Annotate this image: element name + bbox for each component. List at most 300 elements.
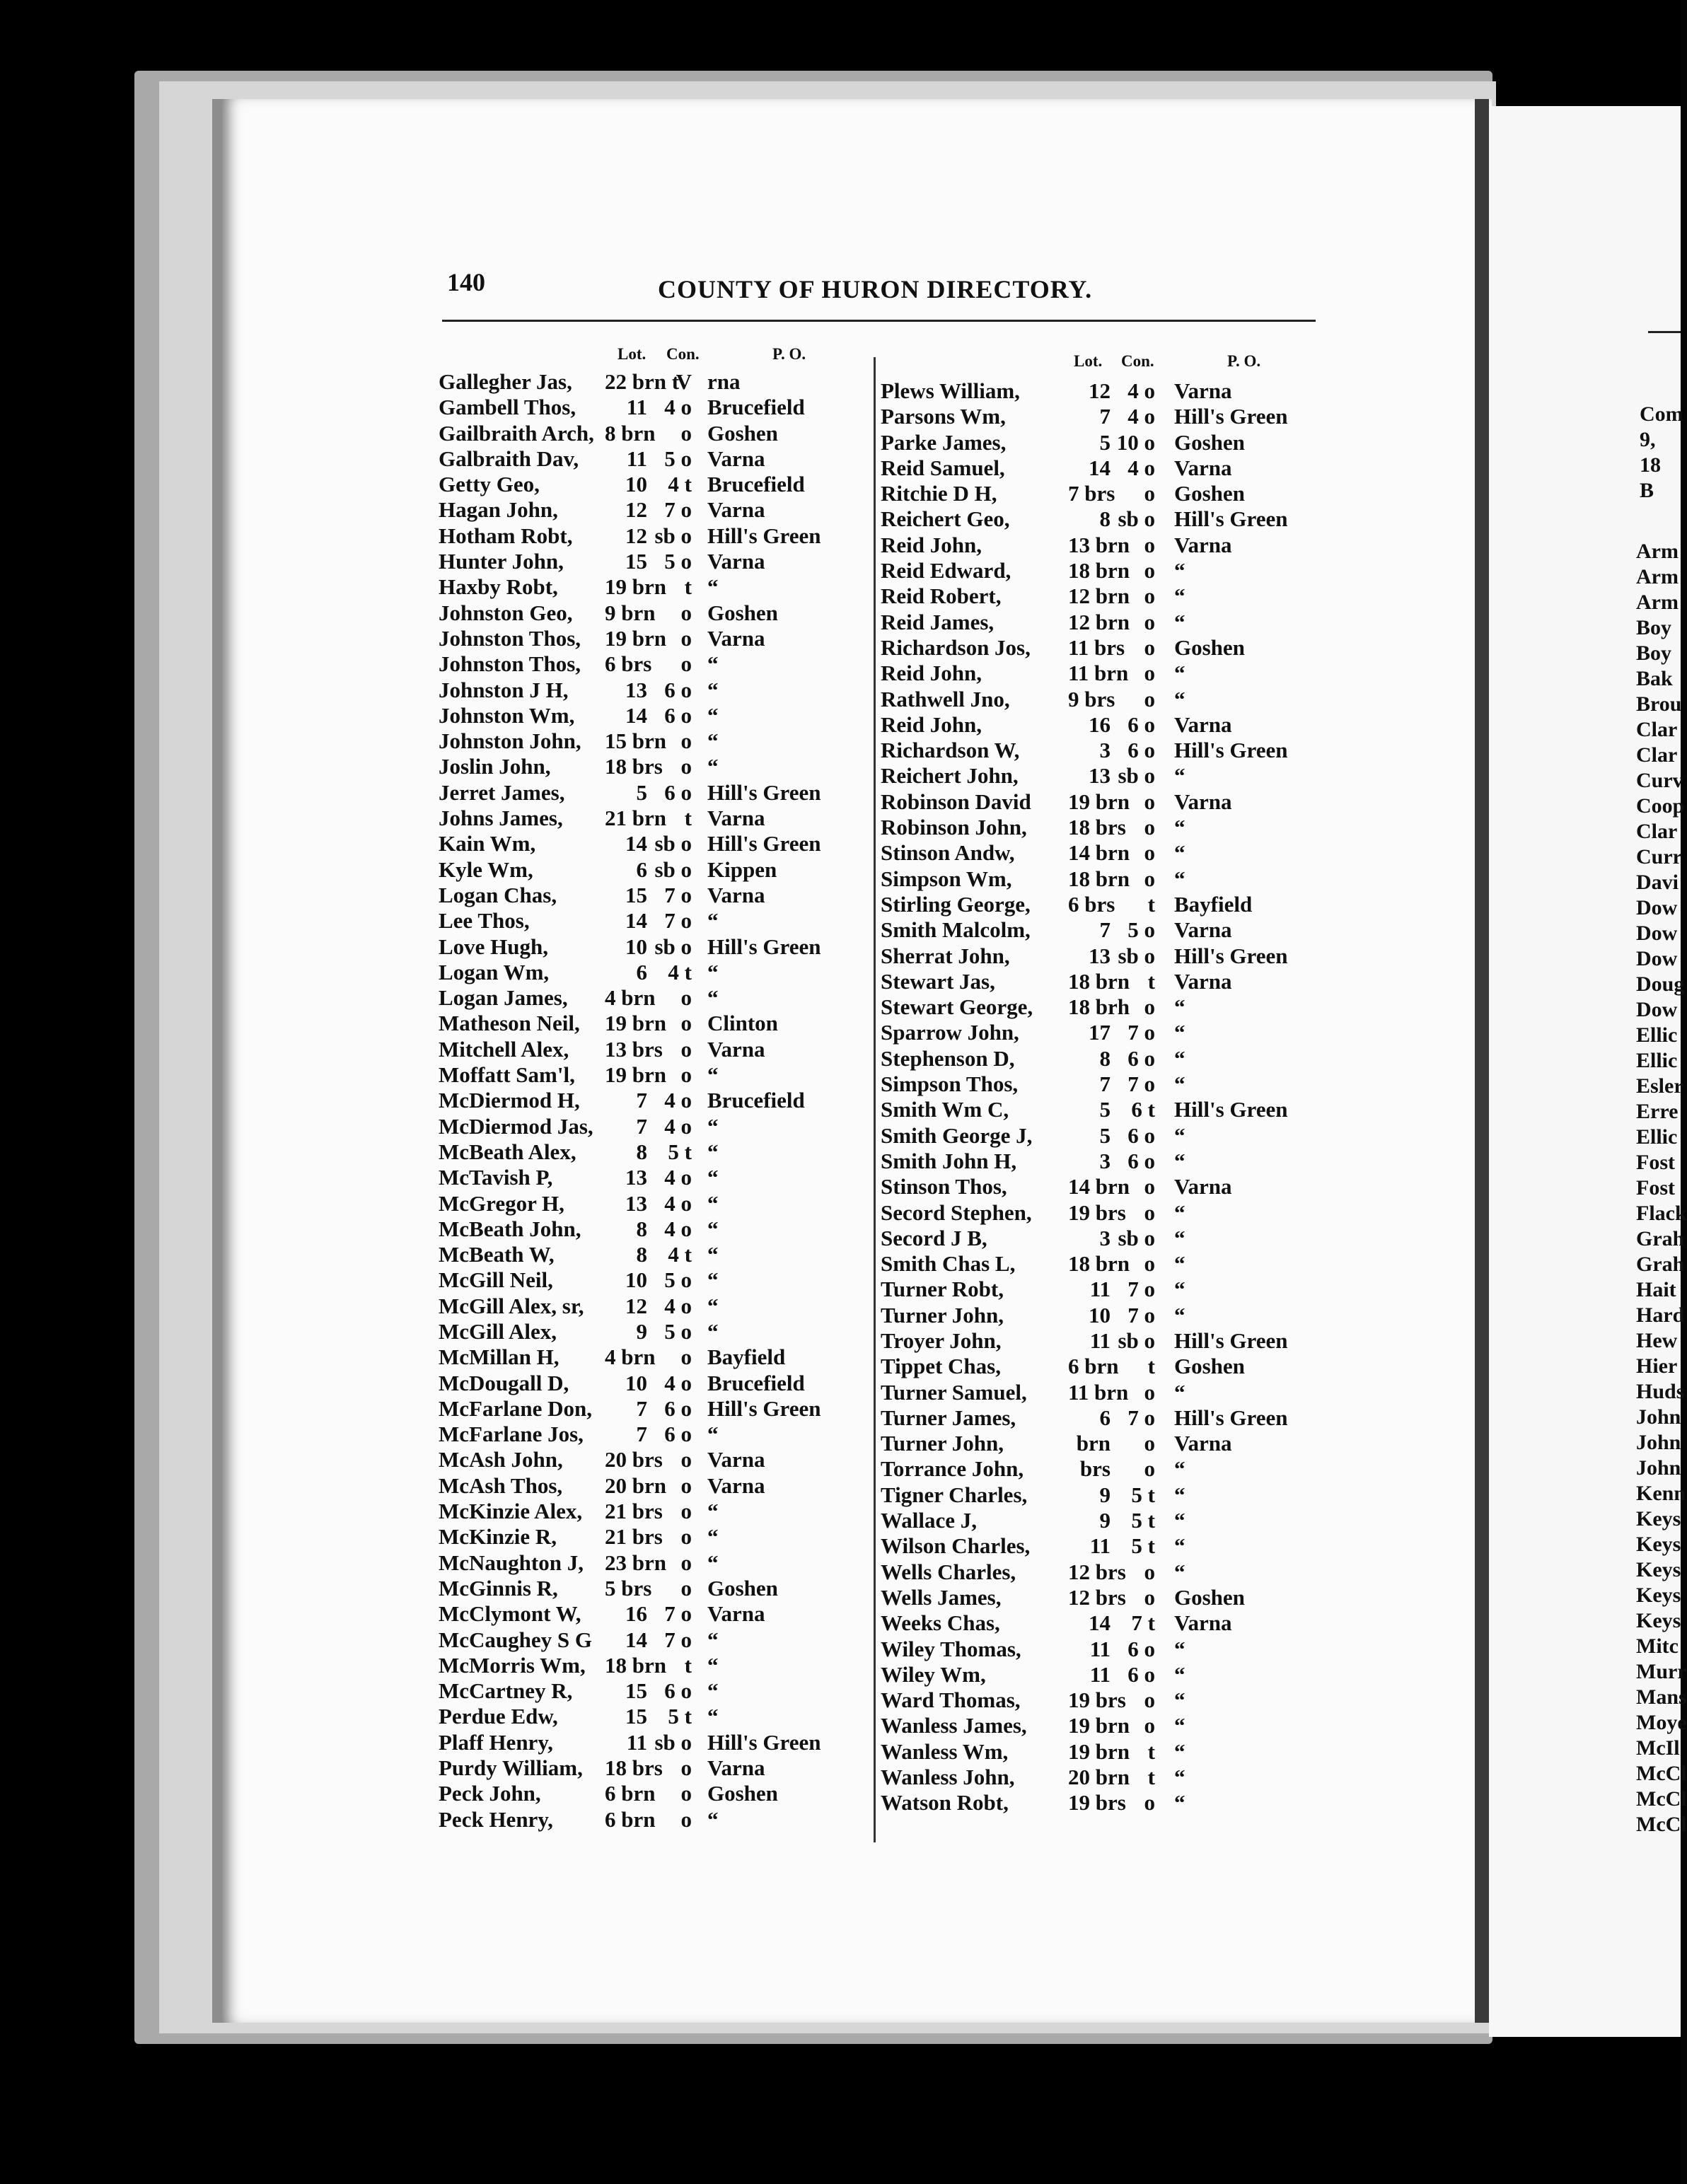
entry-lot: 7 brs bbox=[1068, 481, 1115, 506]
entry-lot: 10 bbox=[625, 934, 647, 959]
entry-lot: 14 bbox=[1089, 455, 1111, 480]
directory-entry bbox=[881, 1328, 1333, 1354]
entry-lot: 3 bbox=[1099, 1148, 1111, 1173]
directory-entry bbox=[881, 994, 1333, 1020]
entry-lot: 21 brs bbox=[605, 1499, 663, 1524]
entry-post-office: “ bbox=[1174, 1200, 1185, 1225]
entry-post-office: “ bbox=[1174, 1559, 1185, 1584]
entry-lot: 8 brn bbox=[605, 420, 656, 446]
entry-con: 6 o bbox=[664, 1422, 692, 1447]
entry-lot: 13 bbox=[1089, 943, 1111, 968]
directory-entry bbox=[439, 908, 863, 934]
entry-name: Stinson Andw, bbox=[881, 840, 1015, 866]
directory-entry bbox=[439, 883, 863, 908]
right-con-header: Con. bbox=[1121, 352, 1154, 370]
facing-page-entry: Grah bbox=[1636, 1227, 1685, 1250]
entry-post-office: “ bbox=[707, 1652, 719, 1678]
entry-post-office: Hill's Green bbox=[1174, 1097, 1288, 1122]
entry-lot: 6 brn bbox=[605, 1781, 656, 1806]
facing-page-entry: Doug bbox=[1636, 972, 1685, 996]
entry-post-office: “ bbox=[1174, 1020, 1185, 1045]
directory-entry bbox=[439, 1755, 863, 1781]
entry-name: Getty Geo, bbox=[439, 472, 540, 497]
directory-entry bbox=[439, 1216, 863, 1242]
entry-post-office: “ bbox=[707, 908, 719, 934]
entry-name: Parsons Wm, bbox=[881, 404, 1006, 429]
entry-lot: 9 brn bbox=[605, 600, 656, 625]
directory-entry bbox=[439, 1678, 863, 1704]
directory-entry bbox=[439, 1319, 863, 1344]
entry-lot: 6 bbox=[636, 959, 647, 984]
facing-page-entry: Boy bbox=[1636, 641, 1672, 665]
directory-entry bbox=[439, 806, 863, 831]
entry-con: o bbox=[1144, 1713, 1155, 1738]
entry-con: 6 o bbox=[664, 702, 692, 728]
facing-page-entry: Arm bbox=[1636, 540, 1679, 563]
entry-name: Reichert Geo, bbox=[881, 506, 1010, 532]
entry-lot: 19 brn bbox=[605, 1011, 666, 1036]
entry-lot: 13 bbox=[625, 1165, 647, 1190]
directory-entry bbox=[881, 635, 1333, 661]
entry-con: o bbox=[680, 1344, 692, 1370]
entry-lot: 3 bbox=[1099, 738, 1111, 763]
entry-lot: 18 brn bbox=[1068, 968, 1130, 994]
entry-name: Logan Chas, bbox=[439, 882, 557, 907]
entry-con: o bbox=[680, 1473, 692, 1498]
entry-lot: 7 bbox=[636, 1422, 647, 1447]
entry-name: McMorris Wm, bbox=[439, 1652, 586, 1678]
directory-entry bbox=[881, 1149, 1333, 1174]
entry-lot: 15 bbox=[625, 1678, 647, 1704]
entry-con: o bbox=[1144, 583, 1155, 609]
directory-entry bbox=[439, 1037, 863, 1062]
right-po-header: P. O. bbox=[1227, 352, 1261, 370]
entry-name: Perdue Edw, bbox=[439, 1704, 558, 1729]
entry-post-office: Varna bbox=[707, 497, 765, 523]
entry-lot: 10 bbox=[625, 1267, 647, 1293]
entry-name: Wilson Charles, bbox=[881, 1533, 1031, 1559]
entry-post-office: “ bbox=[1174, 609, 1185, 634]
entry-con: 4 t bbox=[668, 959, 692, 984]
entry-lot: 14 brn bbox=[1068, 1174, 1130, 1200]
entry-con: sb o bbox=[1118, 763, 1155, 789]
entry-name: Secord J B, bbox=[881, 1225, 987, 1250]
directory-entry bbox=[439, 549, 863, 574]
entry-con: 6 o bbox=[1127, 1636, 1155, 1661]
entry-post-office: “ bbox=[707, 728, 719, 754]
entry-con: o bbox=[680, 1011, 692, 1036]
entry-name: McAsh Thos, bbox=[439, 1473, 563, 1498]
entry-name: Reid John, bbox=[881, 661, 982, 686]
entry-con: 4 o bbox=[664, 1293, 692, 1318]
entry-post-office: “ bbox=[1174, 763, 1185, 789]
entry-lot: 5 bbox=[1099, 1097, 1111, 1122]
facing-page-entry: Kenn bbox=[1636, 1482, 1686, 1505]
entry-name: Joslin John, bbox=[439, 754, 551, 779]
entry-lot: 16 bbox=[1089, 711, 1111, 737]
entry-post-office: Varna bbox=[1174, 378, 1232, 403]
entry-name: Peck John, bbox=[439, 1781, 541, 1806]
entry-post-office: Goshen bbox=[707, 600, 778, 625]
entry-lot: 15 brn bbox=[605, 728, 666, 754]
entry-post-office: Bayfield bbox=[707, 1344, 786, 1370]
directory-entry bbox=[881, 866, 1333, 892]
entry-name: McFarlane Jos, bbox=[439, 1422, 584, 1447]
entry-post-office: “ bbox=[707, 1678, 719, 1704]
entry-con: 6 o bbox=[1127, 1661, 1155, 1687]
entry-lot: 12 brs bbox=[1068, 1559, 1126, 1584]
directory-entry bbox=[439, 523, 863, 549]
facing-page-entry: Ellic bbox=[1636, 1023, 1678, 1047]
entry-post-office: Hill's Green bbox=[707, 779, 821, 805]
entry-con: sb o bbox=[654, 1729, 692, 1755]
entry-post-office: Varna bbox=[1174, 1431, 1232, 1456]
facing-page-name-list bbox=[1636, 539, 1687, 1837]
entry-con: 4 o bbox=[664, 1113, 692, 1139]
entry-name: Wiley Wm, bbox=[881, 1661, 986, 1687]
directory-entry bbox=[439, 857, 863, 883]
entry-post-office: “ bbox=[1174, 840, 1185, 866]
directory-entry bbox=[881, 712, 1333, 738]
directory-entry bbox=[881, 1071, 1333, 1097]
entry-post-office: Hill's Green bbox=[1174, 943, 1288, 968]
entry-post-office: “ bbox=[1174, 1713, 1185, 1738]
entry-lot: 14 bbox=[625, 831, 647, 856]
entry-post-office: Goshen bbox=[1174, 634, 1245, 660]
directory-entry bbox=[439, 1499, 863, 1524]
entry-post-office: Hill's Green bbox=[707, 831, 821, 856]
entry-name: Simpson Wm, bbox=[881, 866, 1012, 891]
entry-lot: brs bbox=[1079, 1456, 1111, 1482]
entry-name: Troyer John, bbox=[881, 1328, 1002, 1353]
entry-lot: 5 bbox=[1099, 1122, 1111, 1148]
facing-page-header-text bbox=[1640, 402, 1681, 504]
entry-con: 7 o bbox=[664, 882, 692, 907]
entry-con: o bbox=[680, 1062, 692, 1088]
entry-post-office: “ bbox=[707, 985, 719, 1011]
entry-con: sb o bbox=[1118, 1328, 1155, 1353]
entry-con: 6 o bbox=[664, 1395, 692, 1421]
entry-post-office: Varna bbox=[707, 806, 765, 831]
entry-con: 7 o bbox=[1127, 1020, 1155, 1045]
directory-entry bbox=[881, 1688, 1333, 1713]
directory-entry bbox=[439, 1371, 863, 1396]
entry-post-office: “ bbox=[707, 754, 719, 779]
entry-name: Reid John, bbox=[881, 711, 982, 737]
entry-post-office: “ bbox=[1174, 1738, 1185, 1764]
left-con-header: Con. bbox=[666, 345, 700, 363]
directory-entry bbox=[881, 1020, 1333, 1045]
directory-entry bbox=[881, 558, 1333, 583]
directory-entry bbox=[439, 960, 863, 985]
facing-page-header-line: 9, bbox=[1640, 428, 1656, 451]
directory-entry bbox=[439, 1576, 863, 1601]
entry-con: 4 o bbox=[664, 1216, 692, 1241]
facing-page-entry: Ellic bbox=[1636, 1049, 1678, 1072]
entry-post-office: “ bbox=[1174, 1688, 1185, 1713]
entry-name: Johnston Wm, bbox=[439, 702, 575, 728]
entry-name: McBeath W, bbox=[439, 1242, 555, 1267]
entry-con: 7 o bbox=[664, 1601, 692, 1627]
left-entry-list bbox=[439, 369, 863, 1832]
entry-con: o bbox=[680, 1447, 692, 1473]
entry-name: Mitchell Alex, bbox=[439, 1036, 569, 1062]
entry-post-office: Varna bbox=[707, 549, 765, 574]
entry-con: o bbox=[1144, 789, 1155, 814]
entry-post-office: “ bbox=[1174, 1045, 1185, 1071]
entry-post-office: “ bbox=[1174, 1508, 1185, 1533]
entry-lot: 14 bbox=[1089, 1610, 1111, 1636]
entry-name: Turner Robt, bbox=[881, 1277, 1004, 1302]
facing-page-entry: John bbox=[1636, 1405, 1681, 1429]
entry-post-office: Varna bbox=[707, 1447, 765, 1473]
entry-post-office: “ bbox=[707, 1216, 719, 1241]
facing-page-entry: Mans bbox=[1636, 1685, 1687, 1709]
facing-page-entry: Dow bbox=[1636, 947, 1678, 970]
entry-con: o bbox=[680, 985, 692, 1011]
entry-con: 6 o bbox=[1127, 738, 1155, 763]
entry-lot: 14 brn bbox=[1068, 840, 1130, 866]
facing-page-entry: Bak bbox=[1636, 667, 1673, 690]
facing-page-entry: Dow bbox=[1636, 922, 1678, 945]
entry-lot: 5 bbox=[636, 779, 647, 805]
entry-lot: 7 bbox=[1099, 917, 1111, 943]
entry-lot: 12 brn bbox=[1068, 609, 1130, 634]
entry-lot: 18 brs bbox=[605, 754, 663, 779]
entry-lot: 18 brn bbox=[1068, 1251, 1130, 1277]
entry-lot: 3 bbox=[1099, 1225, 1111, 1250]
entry-name: McClymont W, bbox=[439, 1601, 581, 1627]
entry-post-office: Varna bbox=[707, 1755, 765, 1781]
entry-con: o bbox=[680, 600, 692, 625]
facing-page-entry: Fost bbox=[1636, 1176, 1675, 1200]
entry-post-office: “ bbox=[1174, 1379, 1185, 1405]
entry-con: o bbox=[1144, 558, 1155, 583]
entry-name: Johnston John, bbox=[439, 728, 581, 754]
entry-name: Haxby Robt, bbox=[439, 574, 558, 600]
entry-con: o bbox=[680, 1036, 692, 1062]
facing-page-entry: Hard bbox=[1636, 1303, 1685, 1327]
entry-lot: 8 bbox=[636, 1139, 647, 1164]
entry-name: Reichert John, bbox=[881, 763, 1019, 789]
facing-page-entry: Fost bbox=[1636, 1151, 1675, 1174]
entry-lot: 19 brn bbox=[605, 574, 666, 600]
directory-entry bbox=[439, 472, 863, 497]
facing-page-entry: Dow bbox=[1636, 896, 1678, 919]
entry-con: 5 t bbox=[1131, 1508, 1155, 1533]
directory-entry bbox=[881, 1046, 1333, 1071]
entry-lot: 12 bbox=[625, 523, 647, 548]
entry-con: 6 o bbox=[1127, 1148, 1155, 1173]
directory-entry bbox=[881, 661, 1333, 686]
entry-lot: 16 bbox=[625, 1601, 647, 1627]
entry-name: McNaughton J, bbox=[439, 1550, 584, 1575]
entry-lot: 7 bbox=[1099, 404, 1111, 429]
facing-page-entry: Dow bbox=[1636, 998, 1678, 1021]
entry-name: Peck Henry, bbox=[439, 1806, 553, 1832]
entry-name: McGinnis R, bbox=[439, 1575, 558, 1601]
facing-page-entry: Keys bbox=[1636, 1558, 1681, 1581]
entry-con: 7 o bbox=[1127, 1071, 1155, 1097]
title-rule bbox=[442, 320, 1316, 322]
entry-con: t bbox=[1147, 891, 1155, 917]
entry-lot: 19 brs bbox=[1068, 1790, 1126, 1816]
entry-lot: 14 bbox=[625, 702, 647, 728]
facing-page-entry: Coop bbox=[1636, 794, 1685, 818]
entry-lot: 12 brn bbox=[1068, 583, 1130, 609]
entry-name: McGill Neil, bbox=[439, 1267, 553, 1293]
directory-entry bbox=[881, 917, 1333, 943]
entry-post-office: Varna bbox=[707, 1036, 765, 1062]
entry-lot: 15 bbox=[625, 1704, 647, 1729]
entry-lot: 15 bbox=[625, 882, 647, 907]
entry-name: Robinson David bbox=[881, 789, 1031, 814]
entry-con: 5 o bbox=[664, 446, 692, 471]
entry-name: Reid John, bbox=[881, 532, 982, 557]
directory-entry bbox=[439, 1267, 863, 1293]
facing-page-entry: Hait bbox=[1636, 1278, 1676, 1301]
entry-post-office: Goshen bbox=[707, 420, 778, 446]
facing-page-entry: John bbox=[1636, 1431, 1681, 1454]
directory-entry bbox=[881, 430, 1333, 455]
entry-name: Johnston J H, bbox=[439, 677, 569, 702]
entry-name: Wells James, bbox=[881, 1584, 1002, 1610]
directory-entry bbox=[439, 574, 863, 600]
entry-lot: 8 bbox=[1099, 1045, 1111, 1071]
entry-post-office: “ bbox=[1174, 1482, 1185, 1507]
directory-entry bbox=[439, 1191, 863, 1216]
entry-name: Robinson John, bbox=[881, 815, 1027, 840]
facing-page-entry: McCl bbox=[1636, 1813, 1687, 1836]
entry-lot: 6 bbox=[1099, 1405, 1111, 1430]
entry-post-office: Hill's Green bbox=[707, 1395, 821, 1421]
entry-con: 10 o bbox=[1116, 429, 1155, 455]
entry-con: t bbox=[684, 806, 692, 831]
entry-con: 6 o bbox=[664, 779, 692, 805]
entry-name: Kain Wm, bbox=[439, 831, 536, 856]
entry-lot: 5 bbox=[1099, 429, 1111, 455]
entry-con: 5 o bbox=[664, 549, 692, 574]
entry-post-office: “ bbox=[1174, 1225, 1185, 1250]
entry-name: McBeath John, bbox=[439, 1216, 581, 1241]
entry-name: Gambell Thos, bbox=[439, 395, 576, 420]
directory-entry bbox=[881, 1713, 1333, 1738]
entry-con: 4 o bbox=[664, 395, 692, 420]
directory-entry bbox=[439, 626, 863, 651]
entry-post-office: “ bbox=[707, 1293, 719, 1318]
entry-lot: 7 bbox=[636, 1395, 647, 1421]
entry-lot: 19 brs bbox=[1068, 1200, 1126, 1225]
entry-con: o bbox=[1144, 1559, 1155, 1584]
entry-name: Logan James, bbox=[439, 985, 568, 1011]
entry-con: o bbox=[680, 420, 692, 446]
entry-name: Simpson Thos, bbox=[881, 1071, 1019, 1097]
entry-name: Gallegher Jas, bbox=[439, 369, 572, 394]
directory-entry bbox=[881, 1456, 1333, 1482]
entry-lot: 10 bbox=[1089, 1302, 1111, 1328]
entry-lot: 11 bbox=[626, 446, 647, 471]
entry-lot: 19 brn bbox=[1068, 1738, 1130, 1764]
entry-post-office: “ bbox=[707, 1165, 719, 1190]
entry-con: t bbox=[1147, 1765, 1155, 1790]
entry-con: o bbox=[1144, 1456, 1155, 1482]
entry-post-office: Hill's Green bbox=[707, 523, 821, 548]
entry-con: 4 t bbox=[668, 1242, 692, 1267]
entry-post-office: Goshen bbox=[707, 1575, 778, 1601]
entry-post-office: Goshen bbox=[1174, 429, 1245, 455]
entry-lot: 6 brn bbox=[605, 1806, 656, 1832]
entry-post-office: “ bbox=[707, 1190, 719, 1216]
entry-name: McCaughey S G bbox=[439, 1627, 592, 1652]
directory-entry bbox=[439, 1294, 863, 1319]
facing-page-entry: Keys bbox=[1636, 1533, 1681, 1556]
directory-entry bbox=[881, 1585, 1333, 1610]
entry-post-office: “ bbox=[707, 1524, 719, 1550]
entry-name: Smith Chas L, bbox=[881, 1251, 1016, 1277]
entry-name: Ward Thomas, bbox=[881, 1688, 1021, 1713]
directory-entry bbox=[881, 1251, 1333, 1277]
facing-page-entry: Murr bbox=[1636, 1660, 1687, 1683]
entry-name: McGill Alex, bbox=[439, 1318, 557, 1344]
entry-post-office: Goshen bbox=[1174, 1354, 1245, 1379]
entry-post-office: “ bbox=[1174, 1661, 1185, 1687]
entry-lot: 9 bbox=[1099, 1482, 1111, 1507]
entry-con: o bbox=[680, 1499, 692, 1524]
facing-page-header-line: 18 bbox=[1640, 453, 1661, 477]
entry-post-office: “ bbox=[1174, 583, 1185, 609]
facing-page-entry: Davi bbox=[1636, 871, 1679, 894]
entry-name: Turner Samuel, bbox=[881, 1379, 1027, 1405]
entry-post-office: Brucefield bbox=[707, 395, 805, 420]
directory-entry bbox=[881, 1765, 1333, 1790]
entry-con: sb o bbox=[1118, 506, 1155, 532]
entry-name: Galbraith Dav, bbox=[439, 446, 579, 471]
entry-post-office: “ bbox=[1174, 686, 1185, 711]
entry-post-office: Brucefield bbox=[707, 1088, 805, 1113]
entry-lot: 18 brn bbox=[1068, 866, 1130, 891]
entry-con: 4 o bbox=[1127, 378, 1155, 403]
entry-lot: 8 bbox=[1099, 506, 1111, 532]
entry-con: 7 t bbox=[1131, 1610, 1155, 1636]
entry-lot: 9 bbox=[636, 1318, 647, 1344]
right-entry-list bbox=[881, 378, 1333, 1816]
entry-con: 5 t bbox=[1131, 1482, 1155, 1507]
entry-name: Rathwell Jno, bbox=[881, 686, 1010, 711]
entry-lot: 11 bbox=[1089, 1636, 1111, 1661]
entry-name: Tigner Charles, bbox=[881, 1482, 1028, 1507]
entry-name: Hagan John, bbox=[439, 497, 558, 523]
entry-post-office: “ bbox=[707, 677, 719, 702]
facing-page-entry: Keys bbox=[1636, 1507, 1681, 1530]
entry-lot: 11 bbox=[626, 395, 647, 420]
directory-entry bbox=[439, 1653, 863, 1678]
directory-entry bbox=[881, 1226, 1333, 1251]
entry-post-office: Varna bbox=[707, 446, 765, 471]
directory-entry bbox=[439, 728, 863, 754]
entry-post-office: Hill's Green bbox=[1174, 738, 1288, 763]
entry-con: 4 o bbox=[1127, 455, 1155, 480]
directory-entry bbox=[881, 1380, 1333, 1405]
directory-entry bbox=[439, 600, 863, 626]
entry-lot: 17 bbox=[1089, 1020, 1111, 1045]
directory-entry bbox=[881, 1790, 1333, 1816]
entry-name: Wallace J, bbox=[881, 1508, 978, 1533]
entry-post-office: “ bbox=[1174, 1148, 1185, 1173]
entry-con: 6 o bbox=[1127, 711, 1155, 737]
entry-post-office: “ bbox=[707, 1704, 719, 1729]
entry-name: Matheson Neil, bbox=[439, 1011, 580, 1036]
facing-page-entry: Esler bbox=[1636, 1074, 1683, 1098]
